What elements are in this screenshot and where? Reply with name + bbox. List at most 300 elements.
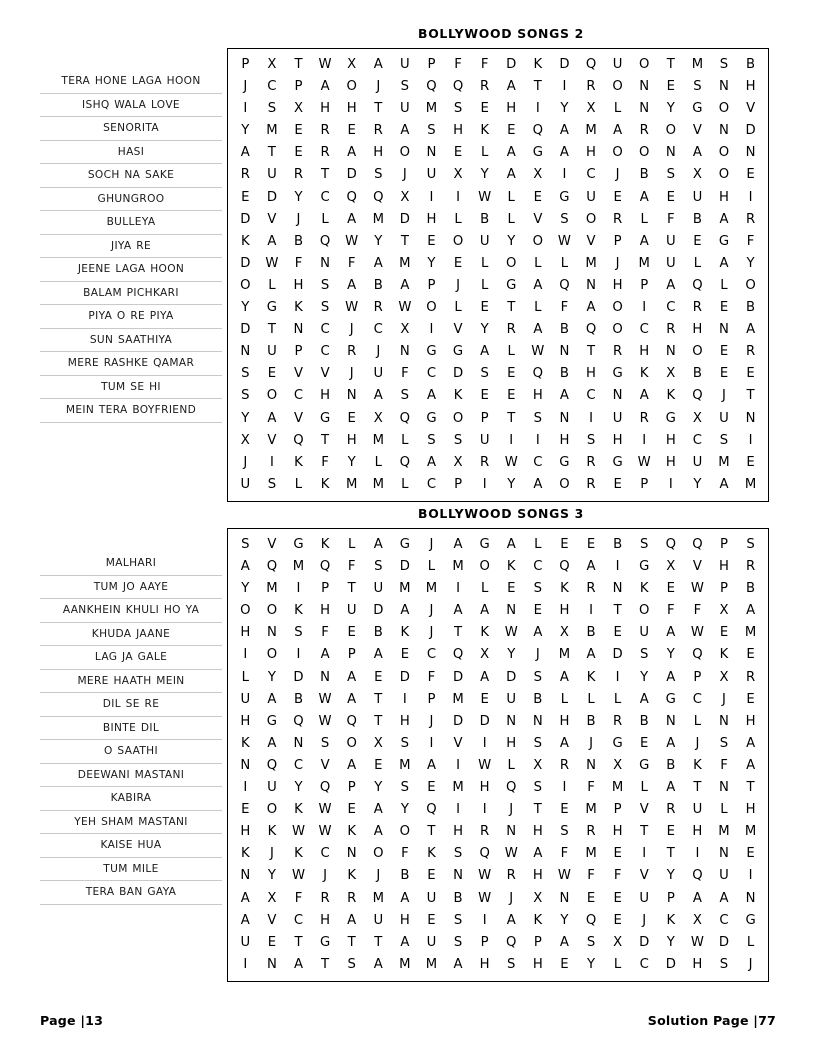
letter-cell: E <box>507 388 516 404</box>
letter-cell: S <box>560 824 569 840</box>
letter-cell: M <box>266 581 278 597</box>
letter-cell: T <box>321 432 330 448</box>
letter-cell: I <box>296 647 301 663</box>
letter-cell: U <box>639 890 650 906</box>
letter-cell: O <box>559 476 570 492</box>
letter-cell: Q <box>426 802 437 818</box>
letter-cell: M <box>292 559 305 575</box>
letter-cell: Q <box>585 912 597 928</box>
letter-cell: U <box>373 581 384 597</box>
letter-grid-row <box>232 253 764 275</box>
letter-cell: O <box>426 300 437 316</box>
letter-cell: Q <box>692 388 703 404</box>
letter-cell: M <box>399 581 411 597</box>
letter-cell: I <box>562 79 567 95</box>
letter-cell: X <box>692 912 702 928</box>
letter-cell: H <box>719 189 729 205</box>
letter-cell: S <box>427 432 436 448</box>
letter-cell: Q <box>319 780 331 796</box>
letter-cell: J <box>376 344 381 360</box>
letter-cell: E <box>427 868 436 884</box>
letter-cell: T <box>613 603 622 619</box>
letter-cell: T <box>533 79 542 95</box>
letter-cell: J <box>695 735 700 751</box>
letter-cell: K <box>320 476 330 492</box>
letter-grid-row <box>232 821 764 843</box>
letter-cell: A <box>480 603 490 619</box>
letter-cell: G <box>319 410 331 426</box>
letter-cell: D <box>399 559 410 575</box>
letter-cell: Q <box>399 410 411 426</box>
letter-cell: R <box>586 824 596 840</box>
letter-cell: L <box>613 691 622 707</box>
letter-grid-container-1 <box>227 26 769 502</box>
letter-cell: H <box>586 145 596 161</box>
letter-cell: W <box>291 868 305 884</box>
letter-cell: W <box>504 454 518 470</box>
letter-cell: E <box>267 934 277 950</box>
letter-cell: U <box>346 603 357 619</box>
letter-cell: F <box>560 846 569 862</box>
letter-cell: E <box>613 476 622 492</box>
letter-cell: E <box>267 366 277 382</box>
letter-cell: U <box>240 476 251 492</box>
letter-cell: B <box>746 57 756 72</box>
letter-cell: K <box>560 581 569 597</box>
letter-grid-row <box>232 76 764 98</box>
letter-cell: K <box>347 868 356 884</box>
letter-cell: D <box>399 211 410 227</box>
letter-cell: I <box>642 432 647 448</box>
letter-cell: A <box>559 145 569 161</box>
letter-grid-2 <box>232 534 764 976</box>
letter-cell: M <box>558 647 571 663</box>
letter-cell: E <box>507 581 516 597</box>
letter-cell: X <box>613 757 623 773</box>
letter-cell: B <box>480 211 490 227</box>
letter-cell: J <box>296 211 301 227</box>
letter-cell: K <box>506 559 516 575</box>
letter-cell: J <box>748 956 753 972</box>
letter-cell: I <box>429 322 434 338</box>
letter-cell: X <box>533 757 543 773</box>
letter-cell: N <box>320 255 331 271</box>
letter-cell: E <box>347 123 356 139</box>
letter-cell: D <box>240 211 251 227</box>
letter-cell: U <box>267 344 277 360</box>
letter-grid-row <box>232 556 764 578</box>
letter-cell: T <box>374 934 383 950</box>
letter-cell: O <box>266 647 278 663</box>
letter-cell: M <box>585 255 597 271</box>
letter-cell: A <box>347 277 357 293</box>
letter-cell: A <box>426 757 436 773</box>
letter-cell: A <box>426 454 436 470</box>
letter-cell: E <box>560 956 569 972</box>
word-list-item: MERE RASHKE QAMAR <box>40 352 222 376</box>
letter-cell: F <box>401 846 409 862</box>
letter-cell: A <box>559 669 569 685</box>
letter-cell: L <box>401 476 409 492</box>
letter-cell: M <box>399 757 411 773</box>
letter-cell: S <box>427 123 436 139</box>
letter-cell: T <box>347 581 356 597</box>
letter-cell: N <box>719 322 729 338</box>
letter-cell: N <box>506 824 517 840</box>
letter-cell: G <box>612 366 623 382</box>
letter-cell: Y <box>507 647 516 663</box>
letter-cell: X <box>613 934 623 950</box>
letter-cell: B <box>692 366 702 382</box>
letter-cell: E <box>613 890 622 906</box>
letter-cell: H <box>453 123 463 139</box>
letter-grid-row <box>232 667 764 689</box>
letter-grid-row <box>232 187 764 209</box>
letter-cell: A <box>746 735 756 751</box>
letter-cell: G <box>559 454 570 470</box>
letter-cell: M <box>372 890 384 906</box>
letter-cell: O <box>506 255 517 271</box>
word-list-item: TERA BAN GAYA <box>40 881 222 905</box>
letter-cell: E <box>746 846 755 862</box>
letter-cell: D <box>240 255 251 271</box>
letter-cell: F <box>427 669 436 685</box>
letter-cell: B <box>613 537 623 552</box>
letter-cell: C <box>533 559 543 575</box>
letter-cell: V <box>320 757 330 773</box>
letter-cell: I <box>243 101 248 117</box>
letter-cell: J <box>722 691 726 707</box>
letter-cell: P <box>347 647 356 663</box>
letter-cell: X <box>666 366 676 382</box>
letter-cell: I <box>243 647 248 663</box>
letter-cell: X <box>533 890 543 906</box>
letter-cell: L <box>374 454 382 470</box>
letter-cell: G <box>692 101 703 117</box>
letter-cell: V <box>453 322 463 338</box>
letter-cell: N <box>719 79 729 95</box>
letter-cell: A <box>746 757 756 773</box>
letter-cell: E <box>347 802 356 818</box>
letter-cell: L <box>480 581 489 597</box>
letter-cell: S <box>453 432 463 448</box>
letter-cell: R <box>666 322 676 338</box>
letter-cell: P <box>454 476 463 492</box>
letter-cell: S <box>400 388 410 404</box>
letter-cell: U <box>479 233 490 249</box>
letter-cell: M <box>345 476 358 492</box>
letter-cell: W <box>318 802 332 818</box>
letter-cell: L <box>613 956 622 972</box>
letter-cell: Y <box>241 123 250 139</box>
letter-cell: C <box>692 432 702 448</box>
letter-cell: I <box>482 476 487 492</box>
letter-cell: H <box>506 101 517 117</box>
letter-cell: H <box>639 344 650 360</box>
letter-cell: G <box>506 277 517 293</box>
letter-cell: C <box>320 846 330 862</box>
letter-cell: L <box>746 934 755 950</box>
letter-cell: Q <box>266 559 278 575</box>
word-list-item: MERE HAATH MEIN <box>40 670 222 694</box>
letter-cell: T <box>640 824 649 840</box>
letter-cell: Q <box>373 189 384 205</box>
letter-cell: Y <box>267 868 276 884</box>
letter-cell: V <box>746 101 756 117</box>
letter-cell: H <box>586 366 596 382</box>
letter-cell: F <box>294 890 303 906</box>
letter-cell: X <box>373 735 383 751</box>
letter-cell: N <box>293 735 304 751</box>
letter-cell: S <box>374 559 383 575</box>
letter-cell: K <box>480 123 489 139</box>
letter-cell: A <box>373 956 383 972</box>
letter-cell: F <box>321 454 329 470</box>
word-list-item: MEIN TERA BOYFRIEND <box>40 399 222 423</box>
letter-cell: U <box>692 454 703 470</box>
letter-grid-row <box>232 341 764 363</box>
letter-cell: H <box>399 912 410 928</box>
word-list-item: AANKHEIN KHULI HO YA <box>40 599 222 623</box>
letter-cell: T <box>427 824 436 840</box>
letter-cell: E <box>746 691 755 707</box>
letter-cell: H <box>612 277 623 293</box>
letter-cell: R <box>613 713 623 729</box>
letter-cell: S <box>719 735 729 751</box>
letter-cell: J <box>349 366 354 382</box>
letter-cell: E <box>427 780 436 796</box>
letter-cell: T <box>400 233 409 249</box>
letter-cell: L <box>640 211 648 227</box>
letter-cell: I <box>615 559 620 575</box>
letter-cell: S <box>453 934 463 950</box>
letter-cell: P <box>640 476 649 492</box>
letter-cell: U <box>426 890 437 906</box>
letter-grid-body-1 <box>232 54 764 496</box>
word-list-item: KAISE HUA <box>40 834 222 858</box>
letter-cell: W <box>345 300 359 316</box>
footer-solution-page-number: Solution Page |77 <box>647 1012 776 1028</box>
letter-cell: B <box>746 581 756 597</box>
letter-cell: V <box>586 233 596 249</box>
letter-cell: I <box>456 802 460 818</box>
letter-cell: Q <box>585 322 597 338</box>
word-list-item: MALHARI <box>40 552 222 576</box>
letter-cell: E <box>294 145 303 161</box>
letter-cell: N <box>320 669 331 685</box>
letter-cell: O <box>745 277 756 293</box>
letter-grid-row <box>232 622 764 644</box>
letter-cell: P <box>427 691 436 707</box>
letter-cell: E <box>613 625 622 641</box>
letter-cell: O <box>399 824 411 840</box>
letter-cell: J <box>722 388 726 404</box>
letter-cell: A <box>373 647 383 663</box>
letter-cell: H <box>320 603 331 619</box>
letter-cell: B <box>666 757 676 773</box>
letter-cell: E <box>480 388 489 404</box>
letter-cell: Y <box>666 101 675 117</box>
puzzle-title-1: BOLLYWOOD SONGS 2 <box>418 26 584 41</box>
letter-cell: T <box>507 410 516 426</box>
letter-cell: R <box>745 211 756 227</box>
letter-cell: E <box>586 537 596 552</box>
letter-cell: O <box>399 145 411 161</box>
puzzle-title-2: BOLLYWOOD SONGS 3 <box>418 506 584 521</box>
letter-cell: M <box>372 432 384 448</box>
letter-cell: R <box>320 890 330 906</box>
letter-cell: Y <box>666 868 675 884</box>
letter-cell: B <box>453 890 463 906</box>
letter-cell: S <box>719 956 729 972</box>
letter-cell: N <box>665 713 676 729</box>
letter-cell: T <box>321 956 330 972</box>
letter-cell: N <box>532 713 543 729</box>
letter-cell: A <box>506 912 516 928</box>
letter-cell: C <box>426 647 437 663</box>
letter-cell: M <box>425 101 438 117</box>
letter-cell: P <box>480 410 489 426</box>
letter-cell: Q <box>452 647 464 663</box>
letter-cell: R <box>480 454 490 470</box>
letter-cell: F <box>693 603 702 619</box>
letter-cell: C <box>692 691 702 707</box>
letter-cell: U <box>586 189 596 205</box>
letter-cell: U <box>506 691 517 707</box>
letter-cell: Q <box>532 366 544 382</box>
letter-cell: O <box>240 277 251 293</box>
letter-cell: O <box>266 802 278 818</box>
letter-cell: U <box>373 366 384 382</box>
letter-cell: I <box>748 868 753 884</box>
letter-grid-row <box>232 755 764 777</box>
letter-cell: A <box>347 912 357 928</box>
letter-cell: E <box>400 647 410 663</box>
letter-cell: T <box>374 101 383 117</box>
letter-cell: S <box>453 101 463 117</box>
letter-grid-row <box>232 430 764 452</box>
letter-cell: A <box>533 846 543 862</box>
letter-cell: L <box>480 145 489 161</box>
letter-cell: S <box>320 277 330 293</box>
word-list-item: O SAATHI <box>40 740 222 764</box>
letter-cell: T <box>746 780 755 796</box>
letter-cell: X <box>480 647 490 663</box>
letter-cell: W <box>478 868 492 884</box>
letter-cell: Y <box>374 780 383 796</box>
letter-cell: O <box>639 145 650 161</box>
letter-cell: T <box>347 934 356 950</box>
letter-cell: C <box>533 454 543 470</box>
letter-cell: T <box>294 934 303 950</box>
letter-cell: E <box>480 101 489 117</box>
letter-cell: J <box>376 868 381 884</box>
letter-cell: G <box>665 410 676 426</box>
letter-cell: D <box>240 322 251 338</box>
letter-cell: L <box>427 559 436 575</box>
letter-cell: E <box>586 890 596 906</box>
letter-cell: I <box>456 581 460 597</box>
letter-cell: W <box>318 824 332 840</box>
letter-cell: W <box>690 934 704 950</box>
letter-cell: A <box>639 233 649 249</box>
letter-cell: L <box>560 691 569 707</box>
letter-grid-row <box>232 711 764 733</box>
letter-cell: H <box>320 101 331 117</box>
letter-cell: B <box>586 625 596 641</box>
letter-cell: K <box>294 603 303 619</box>
letter-cell: H <box>719 559 729 575</box>
letter-cell: F <box>347 255 356 271</box>
letter-cell: J <box>509 890 514 906</box>
letter-cell: O <box>452 233 464 249</box>
puzzle-section-1 <box>40 26 769 502</box>
letter-cell: A <box>453 537 463 552</box>
letter-cell: A <box>559 123 569 139</box>
letter-cell: M <box>744 824 757 840</box>
letter-cell: T <box>693 780 702 796</box>
letter-cell: Y <box>427 255 436 271</box>
letter-cell: D <box>506 57 517 72</box>
word-list-item: LAG JA GALE <box>40 646 222 670</box>
letter-cell: S <box>640 537 649 552</box>
letter-grid-row <box>232 534 764 556</box>
letter-cell: D <box>266 189 277 205</box>
letter-cell: O <box>718 101 730 117</box>
letter-cell: F <box>454 57 462 72</box>
letter-cell: Y <box>666 934 675 950</box>
letter-cell: H <box>745 802 756 818</box>
letter-cell: D <box>718 934 730 950</box>
letter-cell: G <box>745 912 756 928</box>
letter-cell: U <box>692 189 703 205</box>
letter-cell: X <box>719 669 729 685</box>
letter-cell: R <box>745 559 756 575</box>
letter-cell: L <box>560 255 569 271</box>
letter-cell: H <box>240 824 251 840</box>
letter-cell: V <box>267 211 277 227</box>
letter-cell: N <box>453 868 463 884</box>
letter-cell: D <box>479 713 490 729</box>
letter-cell: R <box>480 79 490 95</box>
letter-cell: A <box>746 603 756 619</box>
letter-cell: D <box>506 669 517 685</box>
letter-cell: H <box>346 432 357 448</box>
letter-cell: V <box>692 559 702 575</box>
letter-cell: A <box>506 537 516 552</box>
word-list-item: BINTE DIL <box>40 717 222 741</box>
letter-cell: P <box>321 581 330 597</box>
word-list-item: TUM SE HI <box>40 376 222 400</box>
letter-cell: K <box>666 388 676 404</box>
letter-cell: A <box>666 735 676 751</box>
letter-cell: J <box>429 603 434 619</box>
letter-cell: S <box>640 647 649 663</box>
letter-cell: K <box>347 824 356 840</box>
letter-cell: A <box>373 537 383 552</box>
letter-cell: S <box>533 780 543 796</box>
letter-grid-row <box>232 120 764 142</box>
letter-cell: H <box>692 824 703 840</box>
letter-cell: X <box>719 603 729 619</box>
letter-cell: C <box>320 322 330 338</box>
word-list-item: JEENE LAGA HOON <box>40 258 222 282</box>
letter-cell: Y <box>640 669 649 685</box>
letter-cell: L <box>534 255 542 271</box>
letter-cell: I <box>296 581 301 597</box>
letter-cell: Q <box>426 79 437 95</box>
letter-cell: K <box>240 735 250 751</box>
